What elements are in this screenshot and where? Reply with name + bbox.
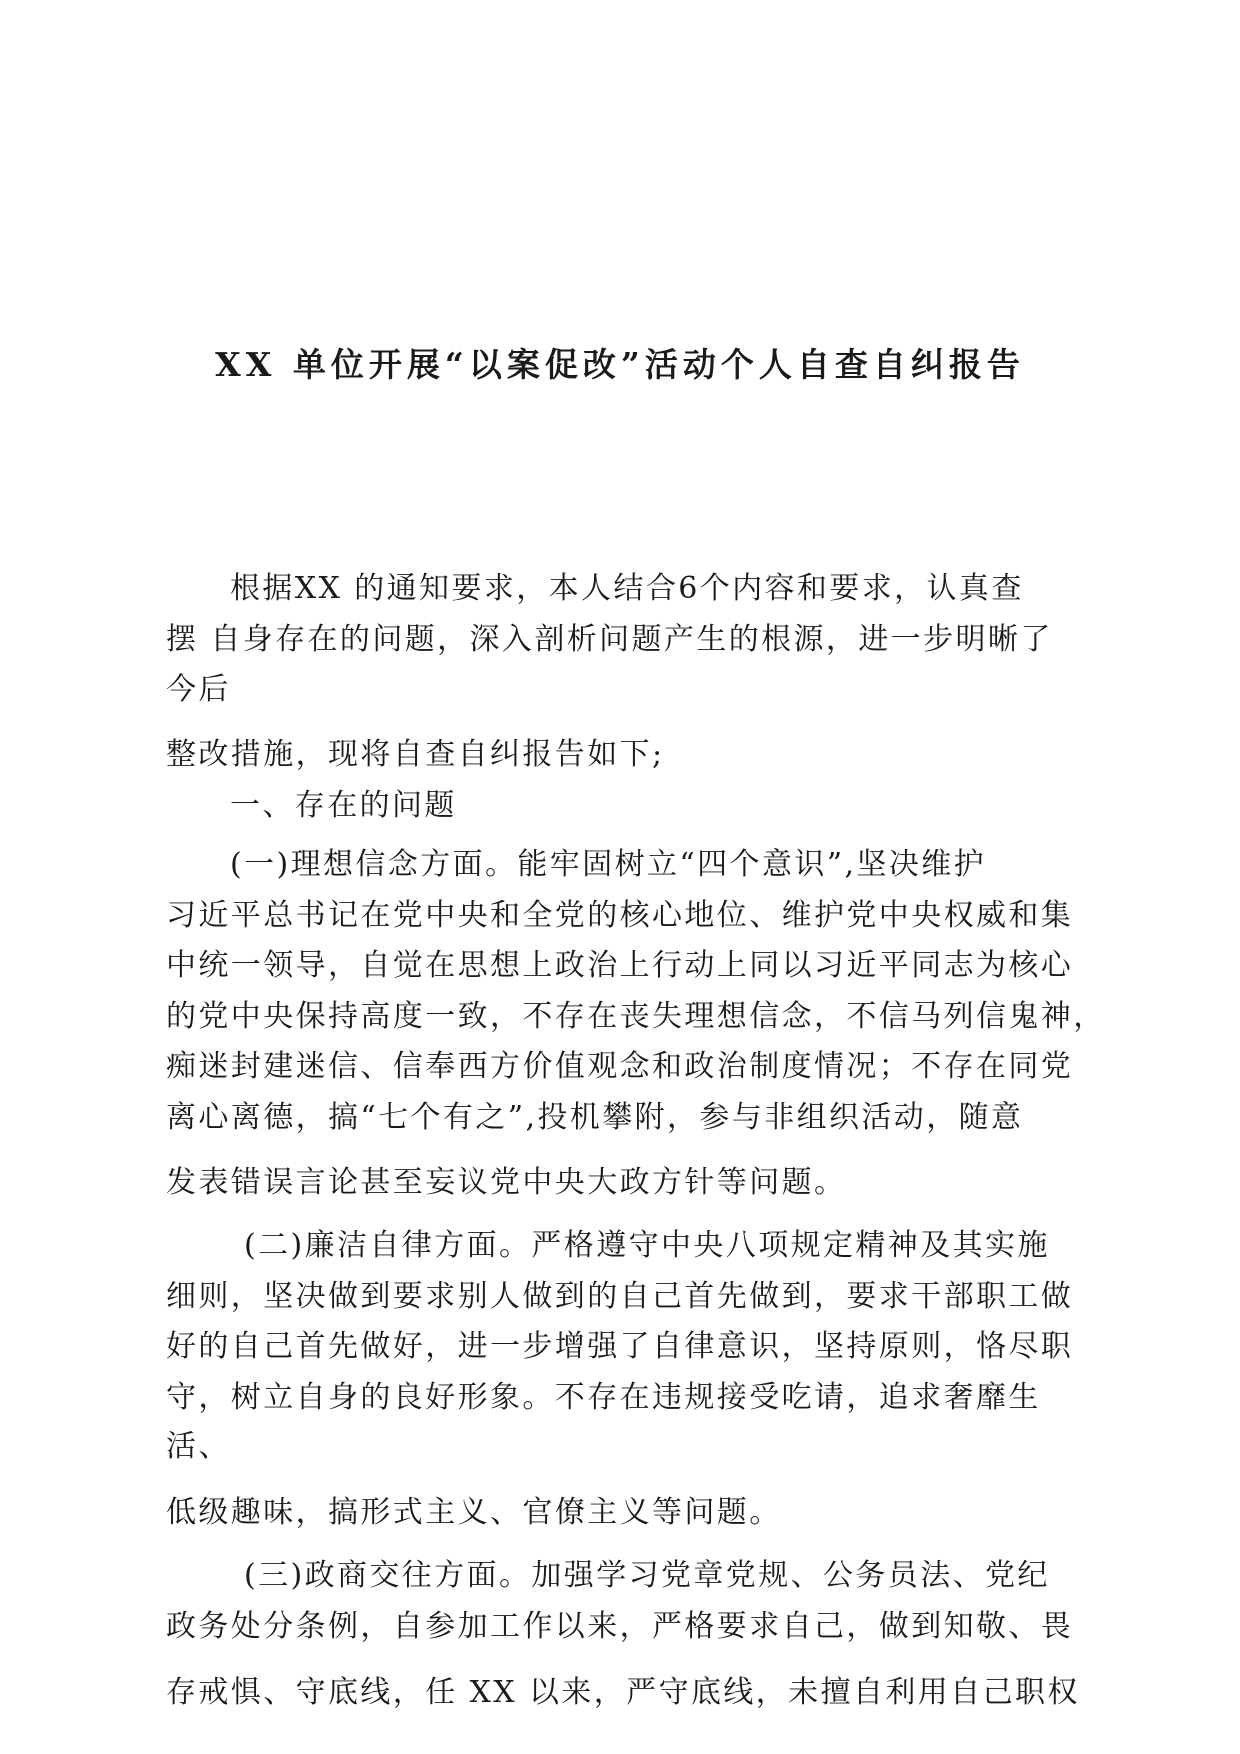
paragraph-line: 低级趣味，搞形式主义、官僚主义等问题。: [166, 1495, 782, 1530]
paragraph-line: 痴迷封建迷信、信奉西方价值观念和政治制度情况；不存在同党: [166, 1049, 1074, 1084]
paragraph-line: 中统一领导，自觉在思想上政治上行动上同以习近平同志为核心: [166, 948, 1074, 983]
paragraph-line: 的党中央保持高度一致，不存在丧失理想信念，不信马列信鬼神，: [166, 999, 1106, 1034]
paragraph-line: 活、: [166, 1429, 231, 1464]
paragraph-line: (二)廉洁自律方面。严格遵守中央八项规定精神及其实施: [244, 1228, 1050, 1263]
paragraph-line: 今后: [166, 672, 231, 707]
paragraph-line: 发表错误言论甚至妄议党中央大政方针等问题。: [166, 1165, 847, 1200]
paragraph-line: 离心离德，搞“七个有之”,投机攀附，参与非组织活动，随意: [166, 1100, 1024, 1135]
paragraph-line: 整改措施，现将自查自纠报告如下;: [166, 737, 665, 772]
paragraph-line: 习近平总书记在党中央和全党的核心地位、维护党中央权威和集: [166, 898, 1074, 933]
paragraph-line: (三)政商交往方面。加强学习党章党规、公务员法、党纪: [244, 1558, 1050, 1593]
document-title: XX 单位开展“以案促改”活动个人自查自纠报告: [215, 345, 1025, 384]
paragraph-line: 好的自己首先做好，进一步增强了自律意识，坚持原则，恪尽职: [166, 1329, 1074, 1364]
paragraph-line: 守，树立自身的良好形象。不存在违规接受吃请，追求奢靡生: [166, 1380, 1041, 1415]
paragraph-line: 根据XX 的通知要求，本人结合6个内容和要求，认真查: [230, 571, 1024, 606]
paragraph-line: 细则，坚决做到要求别人做到的自己首先做到，要求干部职工做: [166, 1279, 1074, 1314]
paragraph-line: 存戒惧、守底线，任 XX 以来，严守底线，未擅自利用自己职权: [166, 1675, 1080, 1710]
paragraph-line: 摆 自身存在的问题，深入剖析问题产生的根源，进一步明晰了: [166, 622, 1053, 657]
section-heading: 一、存在的问题: [230, 788, 457, 823]
paragraph-line: 政务处分条例，自参加工作以来，严格要求自己，做到知敬、畏: [166, 1609, 1074, 1644]
paragraph-line: (一)理想信念方面。能牢固树立“四个意识”,坚决维护: [230, 847, 987, 882]
